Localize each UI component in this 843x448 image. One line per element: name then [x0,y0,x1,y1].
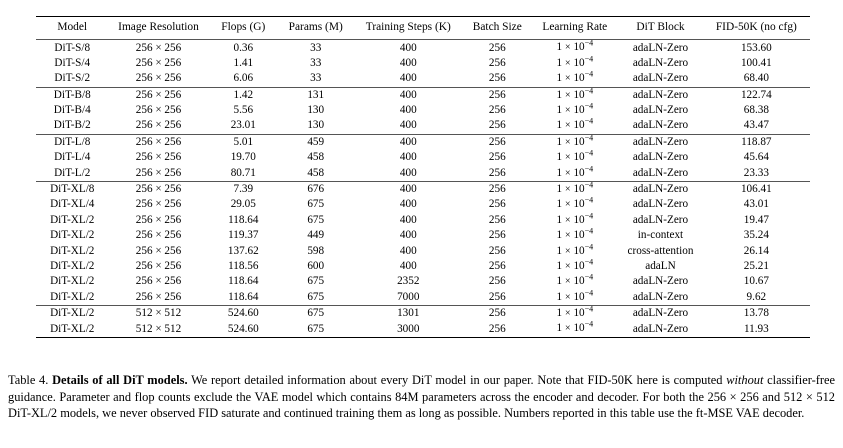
cell-training-steps: 7000 [397,290,420,303]
cell-batch-size: 256 [488,198,506,211]
cell-image-resolution: 256 × 256 [135,56,182,69]
cell-dit-block: adaLN [645,259,676,272]
cell-batch-size: 256 [488,104,506,117]
column-header-image-resolution: Image Resolution [108,17,208,40]
cell-params: 676 [278,181,353,197]
cell-flops: 80.71 [230,166,256,179]
cell-batch-size: 256 [488,119,506,132]
cell-flops: 137.62 [227,244,259,257]
cell-batch-size: 256 [463,181,531,197]
cell-batch-size: 256 [488,72,506,85]
cell-learning-rate: $1 \times 10^{-4}$ [556,195,594,211]
cell-fid-50k: 106.41 [703,181,810,197]
cell-flops: 118.64 [228,290,259,303]
cell-training-steps: 400 [353,181,463,197]
cell-fid-50k: 23.33 [743,166,769,179]
cell-params: 459 [278,134,353,150]
column-header-training-steps: Training Steps (K) [353,17,463,40]
cell-params: 130 [307,104,325,117]
cell-model: DiT-S/2 [54,72,91,85]
cell-learning-rate: $1 \times 10^{-4}$ [556,163,594,179]
dit-models-table [36,16,810,338]
cell-batch-size: 256 [463,134,531,150]
cell-params: 675 [307,275,325,288]
cell-image-resolution: 256 × 256 [135,290,182,303]
cell-image-resolution: 256 × 256 [135,104,182,117]
cell-training-steps: 400 [399,198,417,211]
cell-params: 458 [307,151,325,164]
cell-flops: 524.60 [209,321,279,337]
cell-params: 675 [307,290,325,303]
cell-learning-rate: $1 \times 10^{-4}$ [531,87,618,103]
table-row [36,306,810,322]
cell-params: 458 [307,166,325,179]
cell-batch-size: 256 [463,321,531,337]
table-row [36,150,810,165]
cell-model: DiT-L/8 [36,134,108,150]
cell-dit-block: adaLN-Zero [632,41,689,54]
cell-flops: 119.37 [228,229,259,242]
cell-dit-block: adaLN-Zero [632,104,689,117]
table-row [36,243,810,258]
cell-dit-block: adaLN-Zero [632,166,689,179]
cell-params: 130 [307,119,325,132]
cell-params: 675 [278,306,353,322]
cell-model: DiT-XL/2 [50,290,95,303]
cell-batch-size: 256 [463,87,531,103]
cell-fid-50k: 100.41 [740,56,772,69]
cell-batch-size: 256 [488,229,506,242]
cell-learning-rate: $1 \times 10^{-4}$ [556,116,594,132]
cell-dit-block: adaLN-Zero [632,198,689,211]
cell-params: 598 [307,244,325,257]
cell-training-steps: 3000 [353,321,463,337]
cell-fid-50k: 43.47 [743,119,769,132]
cell-training-steps: 400 [399,56,417,69]
cell-image-resolution: 256 × 256 [135,275,182,288]
cell-learning-rate: $1 \times 10^{-4}$ [531,134,618,150]
cell-model: DiT-XL/2 [50,229,95,242]
cell-fid-50k: 122.74 [703,87,810,103]
cell-batch-size: 256 [488,56,506,69]
cell-learning-rate: $1 \times 10^{-4}$ [556,38,594,54]
table-row [36,321,810,337]
cell-fid-50k: 9.62 [746,290,767,303]
cell-image-resolution: 256 × 256 [108,181,208,197]
cell-dit-block: adaLN-Zero [618,306,702,322]
cell-training-steps: 400 [399,244,417,257]
column-header-learning-rate: Learning Rate [531,17,618,40]
cell-dit-block: adaLN-Zero [618,134,702,150]
column-header-fid-50k: FID-50K (no cfg) [703,17,810,40]
cell-params: 33 [310,56,322,69]
cell-flops: 23.01 [230,119,256,132]
cell-fid-50k: 25.21 [743,259,769,272]
cell-model: DiT-S/4 [54,56,91,69]
cell-dit-block: adaLN-Zero [632,72,689,85]
cell-dit-block: adaLN-Zero [632,151,689,164]
cell-batch-size: 256 [488,151,506,164]
table-row [36,71,810,87]
cell-image-resolution: 256 × 256 [108,134,208,150]
cell-learning-rate: $1 \times 10^{-4}$ [531,306,618,322]
cell-model: DiT-L/4 [54,151,91,164]
cell-dit-block: adaLN-Zero [632,275,689,288]
cell-learning-rate: $1 \times 10^{-4}$ [556,101,594,117]
table-row [36,56,810,71]
cell-model: DiT-L/2 [54,166,91,179]
cell-model: DiT-XL/2 [50,244,95,257]
table-caption [8,372,835,422]
table-row [36,166,810,182]
cell-fid-50k: 68.40 [743,72,769,85]
cell-training-steps: 400 [399,72,417,85]
caption-body-second: classifier-free guidance. Parameter and flop counts exclude the VAE model which contains 84M parameters across the encoder and decoder. For both the 256 × 256 and 512 × 512 DiT-XL/2 models, we never observed FID saturate and continued training them as long as possible. Numbers reported in this table use the ft-MSE VAE decoder. [8,373,835,421]
cell-fid-50k: 26.14 [743,244,769,257]
cell-flops: 7.39 [209,181,279,197]
cell-training-steps: 400 [399,213,417,226]
table-header [36,17,810,40]
cell-batch-size: 256 [488,259,506,272]
cell-model: DiT-XL/2 [50,259,95,272]
cell-batch-size: 256 [488,41,506,54]
cell-image-resolution: 256 × 256 [135,119,182,132]
cell-model: DiT-XL/2 [36,306,108,322]
cell-batch-size: 256 [488,275,506,288]
cell-model: DiT-XL/2 [50,213,95,226]
cell-flops: 5.01 [209,134,279,150]
cell-learning-rate: $1 \times 10^{-4}$ [556,241,594,257]
table-header-row [36,17,810,40]
cell-image-resolution: 256 × 256 [108,87,208,103]
cell-image-resolution: 256 × 256 [135,41,182,54]
caption-label: Table 4. [8,373,49,387]
column-header-dit-block: DiT Block [618,17,702,40]
cell-learning-rate: $1 \times 10^{-4}$ [556,54,594,69]
cell-flops: 29.05 [230,198,256,211]
cell-learning-rate: $1 \times 10^{-4}$ [556,211,594,226]
cell-model: DiT-XL/8 [36,181,108,197]
column-header-model: Model [36,17,108,40]
caption-emphasis-without: without [726,373,764,387]
cell-training-steps: 400 [353,87,463,103]
table-row [36,259,810,274]
cell-dit-block: adaLN-Zero [632,213,689,226]
cell-dit-block: adaLN-Zero [618,87,702,103]
cell-model: DiT-B/2 [53,119,91,132]
table-row [36,118,810,134]
cell-training-steps: 400 [353,134,463,150]
cell-dit-block: adaLN-Zero [632,119,689,132]
cell-params: 449 [307,229,325,242]
cell-learning-rate: $1 \times 10^{-4}$ [556,272,594,288]
cell-image-resolution: 256 × 256 [135,259,182,272]
cell-flops: 118.64 [228,213,259,226]
cell-fid-50k: 19.47 [743,213,769,226]
cell-training-steps: 1301 [353,306,463,322]
cell-batch-size: 256 [488,166,506,179]
cell-flops: 6.06 [233,72,254,85]
cell-fid-50k: 11.93 [703,321,810,337]
cell-training-steps: 400 [399,41,417,54]
cell-params: 600 [307,259,325,272]
cell-dit-block: adaLN-Zero [618,321,702,337]
cell-learning-rate: $1 \times 10^{-4}$ [531,321,618,337]
column-header-flops: Flops (G) [209,17,279,40]
cell-learning-rate: $1 \times 10^{-4}$ [556,148,594,164]
cell-params: 675 [307,198,325,211]
cell-flops: 118.64 [228,275,259,288]
cell-model: DiT-S/8 [54,41,91,54]
cell-learning-rate: $1 \times 10^{-4}$ [556,69,594,85]
column-header-params: Params (M) [278,17,353,40]
table-body [36,40,810,337]
dit-models-table-container [36,16,810,338]
cell-image-resolution: 256 × 256 [135,72,182,85]
caption-title: Details of all DiT models. [52,373,188,387]
caption-body-first: We report detailed information about every DiT model in our paper. Note that FID-50K here is computed [191,373,727,387]
cell-model: DiT-B/8 [36,87,108,103]
cell-flops: 524.60 [209,306,279,322]
cell-flops: 5.56 [233,104,254,117]
cell-image-resolution: 256 × 256 [135,166,182,179]
column-header-batch-size: Batch Size [463,17,531,40]
cell-batch-size: 256 [488,213,506,226]
table-row [36,290,810,306]
cell-fid-50k: 35.24 [743,229,769,242]
table-row [36,40,810,56]
table-row [36,181,810,197]
cell-flops: 0.36 [233,41,254,54]
cell-params: 33 [310,72,322,85]
cell-fid-50k: 13.78 [703,306,810,322]
cell-flops: 1.41 [233,56,254,69]
table-row [36,134,810,150]
table-row [36,197,810,212]
cell-training-steps: 400 [399,229,417,242]
cell-dit-block: adaLN-Zero [632,56,689,69]
cell-training-steps: 400 [399,119,417,132]
cell-training-steps: 400 [399,166,417,179]
cell-fid-50k: 10.67 [743,275,769,288]
cell-dit-block: cross-attention [627,244,694,257]
cell-image-resolution: 256 × 256 [135,244,182,257]
cell-dit-block: adaLN-Zero [618,181,702,197]
table-row [36,103,810,118]
cell-training-steps: 2352 [397,275,420,288]
cell-image-resolution: 256 × 256 [135,151,182,164]
cell-flops: 118.56 [228,259,259,272]
cell-fid-50k: 153.60 [740,41,772,54]
cell-fid-50k: 68.38 [743,104,769,117]
cell-dit-block: adaLN-Zero [632,290,689,303]
cell-image-resolution: 256 × 256 [135,229,182,242]
table-row [36,228,810,243]
cell-model: DiT-XL/2 [50,275,95,288]
cell-learning-rate: $1 \times 10^{-4}$ [556,287,594,303]
cell-params: 675 [307,213,325,226]
cell-flops: 1.42 [209,87,279,103]
cell-learning-rate: $1 \times 10^{-4}$ [531,181,618,197]
cell-fid-50k: 45.64 [743,151,769,164]
cell-model: DiT-B/4 [53,104,91,117]
cell-training-steps: 400 [399,259,417,272]
cell-training-steps: 400 [399,151,417,164]
table-row [36,87,810,103]
cell-model: DiT-XL/2 [36,321,108,337]
cell-batch-size: 256 [463,306,531,322]
cell-learning-rate: $1 \times 10^{-4}$ [556,257,594,272]
cell-model: DiT-XL/4 [50,198,95,211]
cell-params: 131 [278,87,353,103]
cell-flops: 19.70 [230,151,256,164]
cell-batch-size: 256 [488,244,506,257]
cell-batch-size: 256 [488,290,506,303]
cell-training-steps: 400 [399,104,417,117]
cell-image-resolution: 512 × 512 [108,306,208,322]
table-row [36,274,810,289]
cell-learning-rate: $1 \times 10^{-4}$ [556,226,594,242]
cell-image-resolution: 256 × 256 [135,198,182,211]
cell-fid-50k: 118.87 [703,134,810,150]
cell-params: 675 [278,321,353,337]
cell-dit-block: in-context [637,229,684,242]
cell-fid-50k: 43.01 [743,198,769,211]
table-row [36,213,810,228]
cell-params: 33 [310,41,322,54]
cell-image-resolution: 256 × 256 [135,213,182,226]
cell-image-resolution: 512 × 512 [108,321,208,337]
